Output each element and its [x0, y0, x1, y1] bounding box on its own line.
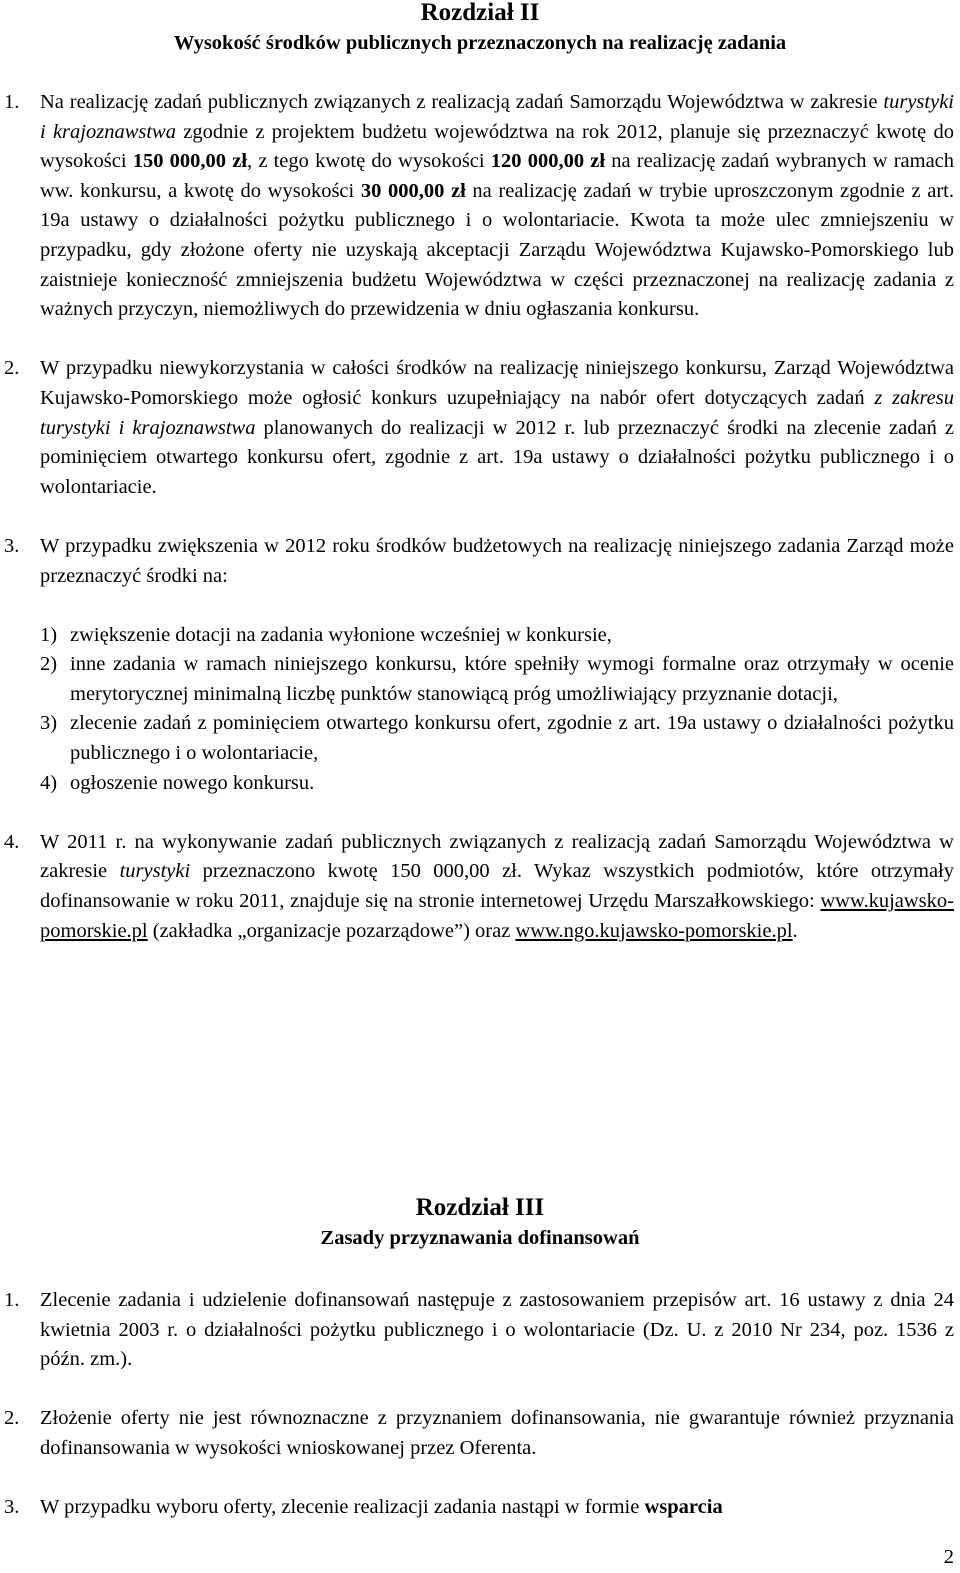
paragraph-text: [40, 354, 954, 502]
sub-item-number: 1): [40, 623, 58, 646]
text-run: W przypadku zwiększenia w 2012 roku środków budżetowych na realizację niniejszego zadania Zarząd może przeznaczyć środki na:: [40, 534, 954, 587]
paragraph-number: 1.: [4, 1289, 20, 1311]
sub-item: [40, 769, 954, 799]
sub-item-text: zwiększenie dotacji na zadania wyłonione wcześniej w konkursie,: [70, 623, 612, 646]
paragraph-2: [4, 1404, 954, 1463]
sub-item: [40, 709, 954, 768]
italic-text: z zakresu turystyki i krajoznawstwa: [40, 386, 954, 439]
text-run: (zakładka „organizacje pozarządowe”) oraz: [147, 919, 516, 942]
chapter-subtitle: Zasady przyznawania dofinansowań: [320, 1227, 640, 1249]
sub-list: [40, 621, 954, 799]
paragraph-number: 1.: [4, 91, 20, 113]
chapter-3-list: [4, 1286, 954, 1523]
paragraph-2: [4, 354, 954, 502]
amount-simplified: 30 000,00 zł: [360, 179, 466, 202]
paragraph-3: [4, 1493, 954, 1523]
paragraph-1: [4, 1286, 954, 1375]
page-number: 2: [943, 1546, 954, 1568]
amount-contest: 120 000,00 zł: [490, 150, 606, 173]
paragraph-3: [4, 532, 954, 798]
italic-text: turystyki i krajoznawstwa: [40, 91, 954, 143]
text-run: W 2011 r. na wykonywanie zadań publicznych związanych z realizacją zadań Samorządu Województwa w zakresie: [40, 830, 954, 883]
sub-item-text: zlecenie zadań z pominięciem otwartego konkursu ofert, zgodnie z art. 19a ustawy o działalności pożytku publicznego i o wolontariacie,: [70, 712, 954, 765]
text-run: planowanych do realizacji w 2012 r. lub przeznaczyć środki na zlecenie zadań z pominięciem otwartego konkursu ofert, zgodnie z art. 19a ustawy o działalności pożytku publicznego i o wolontariacie.: [40, 416, 954, 498]
paragraph-text: [40, 1493, 954, 1523]
text-run: W przypadku niewykorzystania w całości środków na realizację niniejszego konkursu, Zarząd Województwa Kujawsko-Pomorskiego może ogłosić konkurs uzupełniający na nabór ofert dotyczących zadań: [40, 357, 954, 409]
sub-item: [40, 621, 954, 651]
paragraph-text: Zlecenie zadania i udzielenie dofinansowań następuje z zastosowaniem przepisów art. 16 ustawy z dnia 24 kwietnia 2003 r. o działalności pożytku publicznego i o wolontariacie (Dz. U. z 2010 Nr 234, poz. 1536 z późn. zm.).: [40, 1289, 954, 1371]
text-run: W przypadku wyboru oferty, zlecenie realizacji zadania nastąpi w formie: [40, 1496, 645, 1519]
paragraph-4: [4, 828, 954, 946]
sub-item-number: 4): [40, 771, 58, 794]
text-run: na realizację zadań w trybie uproszczonym zgodnie z art. 19a ustawy o działalności pożytku publicznego i o wolontariacie. Kwota ta może ulec zmniejszeniu w przypadku, gdy złożone oferty nie uzyskają akceptacji Zarządu Województwa Kujawsko-Pomorskiego lub zaistnieje konieczność zmniejszenia budżetu Województwa w części przeznaczonej na realizację zadania z ważnych przyczyn, niemożliwych do przewidzenia w dniu ogłaszania konkursu.: [40, 179, 955, 321]
paragraph-number: 3.: [4, 534, 20, 557]
chapter-2-heading: [0, 0, 960, 58]
paragraph-text: [40, 828, 954, 946]
amount-total: 150 000,00 zł: [132, 150, 248, 173]
italic-text: turystyki: [119, 860, 191, 883]
chapter-title: Rozdział III: [415, 1194, 545, 1221]
paragraph-text: [40, 88, 954, 325]
sub-item-number: 3): [40, 712, 58, 735]
sub-item: [40, 650, 954, 709]
text-run: zgodnie z projektem budżetu województwa na rok 2012, planuje się przeznaczyć kwotę do wysokości: [40, 120, 954, 173]
link-kujawsko-pomorskie[interactable]: www.kujawsko-pomorskie.pl: [40, 890, 954, 942]
text-run: na realizację zadań wybranych w ramach ww. konkursu, a kwotę do wysokości: [40, 150, 955, 202]
text-run: Na realizację zadań publicznych związanych z realizacją zadań Samorządu Województwa w zakresie: [40, 91, 884, 113]
text-run: , z tego kwotę do wysokości: [247, 150, 491, 173]
sub-item-number: 2): [40, 653, 58, 676]
chapter-2-list: [4, 88, 954, 946]
sub-item-text: ogłoszenie nowego konkursu.: [70, 771, 315, 794]
text-run: przeznaczono kwotę 150 000,00 zł. Wykaz wszystkich podmiotów, które otrzymały dofinansowanie w roku 2011, znajduje się na stronie internetowej Urzędu Marszałkowskiego:: [40, 860, 954, 913]
link-ngo-kujawsko-pomorskie[interactable]: www.ngo.kujawsko-pomorskie.pl: [515, 919, 793, 942]
paragraph-number: 4.: [4, 830, 20, 853]
paragraph-text: Złożenie oferty nie jest równoznaczne z przyznaniem dofinansowania, nie gwarantuje również przyznania dofinansowania w wysokości wnioskowanej przez Oferenta.: [40, 1407, 954, 1459]
sub-item-text: inne zadania w ramach niniejszego konkursu, które spełniły wymogi formalne oraz otrzymały w ocenie merytorycznej minimalną liczbę punktów stanowiącą próg umożliwiający przyznanie dotacji,: [70, 653, 954, 705]
bold-text: wsparcia: [644, 1496, 723, 1519]
paragraph-number: 3.: [4, 1496, 20, 1519]
paragraph-1: [4, 88, 954, 325]
chapter-subtitle: Wysokość środków publicznych przeznaczonych na realizację zadania: [173, 32, 787, 54]
paragraph-text: [40, 532, 954, 798]
text-run: .: [792, 919, 798, 942]
chapter-title: Rozdział II: [420, 0, 540, 26]
paragraph-number: 2.: [4, 357, 20, 380]
chapter-3-heading: [0, 1193, 960, 1253]
paragraph-number: 2.: [4, 1407, 20, 1430]
